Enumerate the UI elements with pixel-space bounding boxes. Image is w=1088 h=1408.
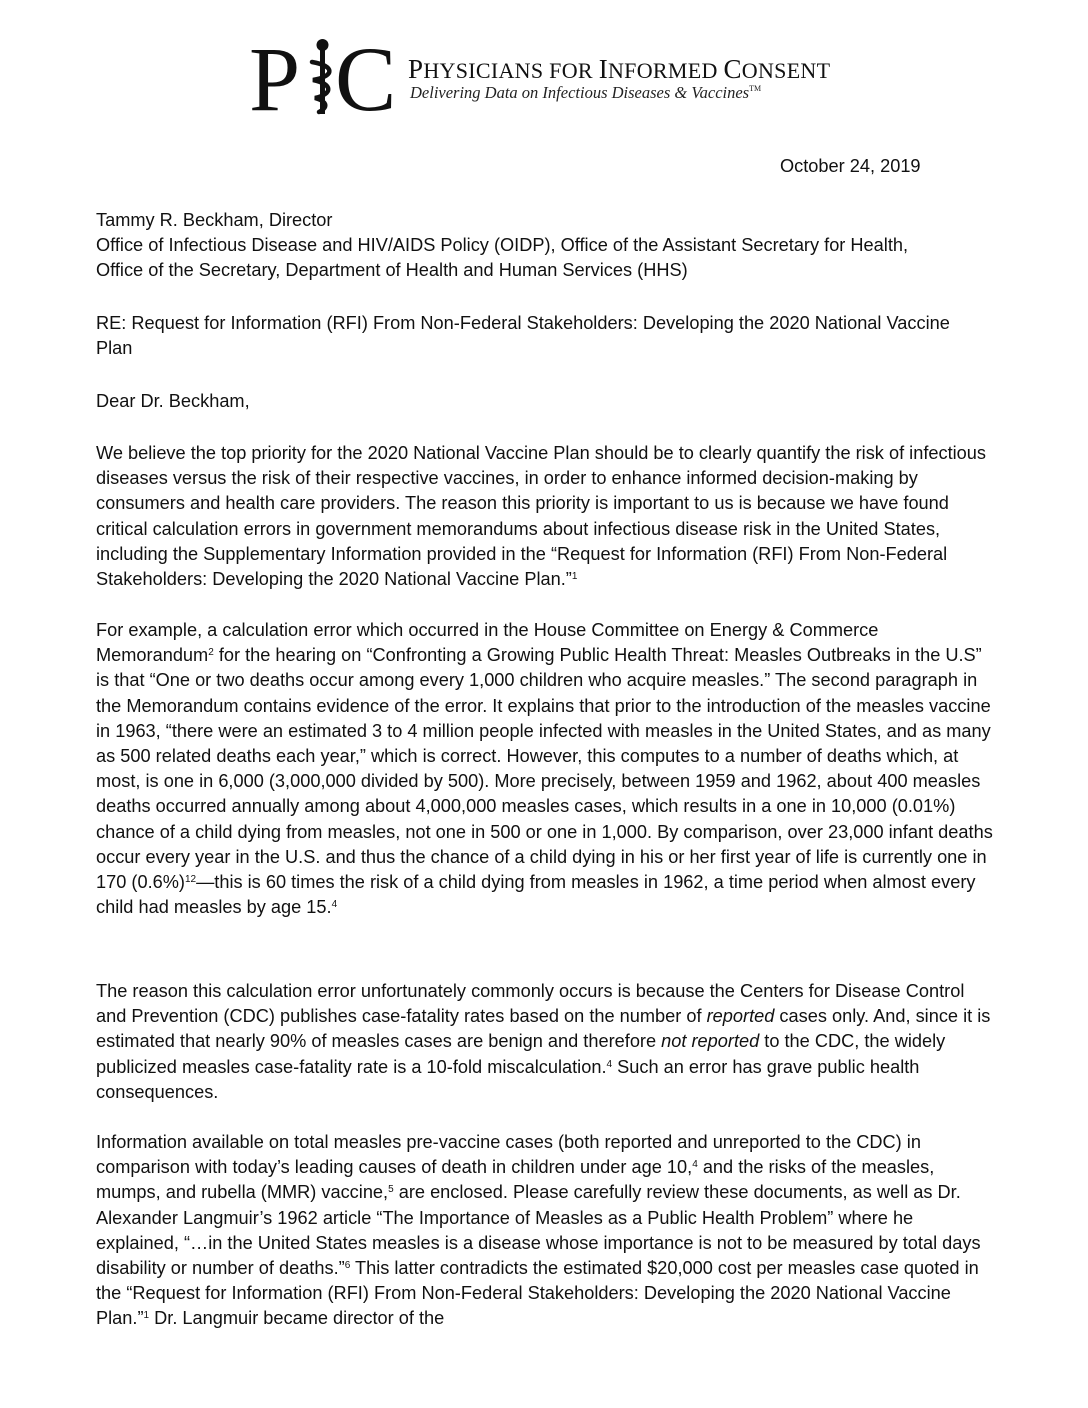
org-tagline: Delivering Data on Infectious Diseases & Vaccines™ (410, 83, 762, 102)
salutation (96, 389, 996, 414)
footnote-ref: 4 (606, 1058, 613, 1070)
pic-logo (249, 34, 399, 116)
footnote-ref: 1 (571, 571, 578, 583)
trademark-mark: TM (749, 84, 762, 93)
svg-text:C: C (335, 34, 397, 116)
footnote-ref: 4 (331, 899, 338, 911)
paragraph-4: Information available on total measles pre-vaccine cases (both reported and unreported to the CDC) in comparison with today’s leading causes of death in children under age 10,$^4$ and the risks of the measles, mumps, and rubella (MMR) vaccine,$^5$ are enclosed. Please carefully review these documents, as well as Dr. Alexander Langmuir’s 1962 article “The Importance of Measles as a Public Health Problem” where he explained, “…in the United States measles is a disease whose importance is not to be measured by total days disability or number of deaths.”$^6$ This latter contradicts the estimated $20,000 cost per measles case quoted in the “Request for Information (RFI) From Non-Federal Stakeholders: Developing the 2020 National Vaccine Plan.”$^1$ Dr. Langmuir became director of the (96, 1132, 981, 1329)
org-name: PHYSICIANS FOR INFORMED CONSENT (408, 54, 831, 84)
letter-date: October 24, 2019 (780, 156, 921, 176)
footnote-ref: 12 (184, 874, 197, 886)
footnote-ref: 4 (692, 1159, 698, 1171)
subject-line (96, 311, 956, 361)
recipient-department: Office of the Secretary, Department of Health and Human Services (HHS) (96, 260, 688, 281)
footnote-ref: 1 (143, 1310, 150, 1322)
footnote-ref: 5 (388, 1184, 394, 1196)
recipient-name: Tammy R. Beckham, Director (96, 210, 333, 230)
recipient-office: Office of Infectious Disease and HIV/AIDS Policy (OIDP), Office of the Assistant Secretary for Health, (96, 235, 909, 256)
recipient-block (96, 208, 996, 284)
svg-text:P: P (249, 34, 301, 116)
paragraph-2: For example, a calculation error which occurred in the House Committee on Energy & Commerce Memorandum$^2$ for the hearing on “Confronting a Growing Public Health Threat: Measles Outbreaks in the U.S” is that “One or two deaths occur among every 1,000 children who acquire measles.” The second paragraph in the Memorandum contains evidence of the error. It explains that prior to the introduction of the measles vaccine in 1963, “there were an estimated 3 to 4 million people infected with measles in the United States, and as many as 500 related deaths each year,” which is correct. However, this computes to a number of deaths which, at most, is one in 6,000 (3,000,000 divided by 500). More precisely, between 1959 and 1962, about 400 measles deaths occurred annually among about 4,000,000 measles cases, which results in a one in 10,000 (0.01%) chance of a child dying from measles, not one in 500 or one in 1,000. By comparison, over 23,000 infant deaths occur every year in the U.S. and thus the chance of a child dying in his or her first year of life is currently one in 170 (0.6%)$^{12}$—this is 60 times the risk of a child dying from measles in 1962, a time period when almost every child had measles by age 15.$^4$ (96, 620, 993, 918)
footnote-ref: 6 (344, 1260, 351, 1272)
subject-text: RE: Request for Information (RFI) From Non-Federal Stakeholders: Developing the 2020 National Vaccine Plan (96, 313, 950, 359)
salutation-text: Dear Dr. Beckham, (96, 391, 250, 411)
paragraph-3: The reason this calculation error unfortunately commonly occurs is because the Centers for Disease Control and Prevention (CDC) publishes case-fatality rates based on the number of reported cases only. And, since it is estimated that nearly 90% of measles cases are benign and therefore not reported to the CDC, the widely publicized measles case-fatality rate is a 10-fold miscalculation.$^4$ Such an error has grave public health consequences. (96, 981, 991, 1102)
paragraph-1: We believe the top priority for the 2020 National Vaccine Plan should be to clearly quantify the risk of infectious diseases versus the risk of their respective vaccines, in order to enhance informed decision-making by consumers and health care providers. The reason this priority is important to us is because we have found critical calculation errors in government memorandums about infectious disease risk in the United States, including the Supplementary Information provided in the “Request for Information (RFI) From Non-Federal Stakeholders: Developing the 2020 National Vaccine Plan.”$^1$ (96, 443, 987, 590)
footnote-ref: 2 (208, 647, 214, 659)
pic-monogram-icon (249, 34, 399, 116)
